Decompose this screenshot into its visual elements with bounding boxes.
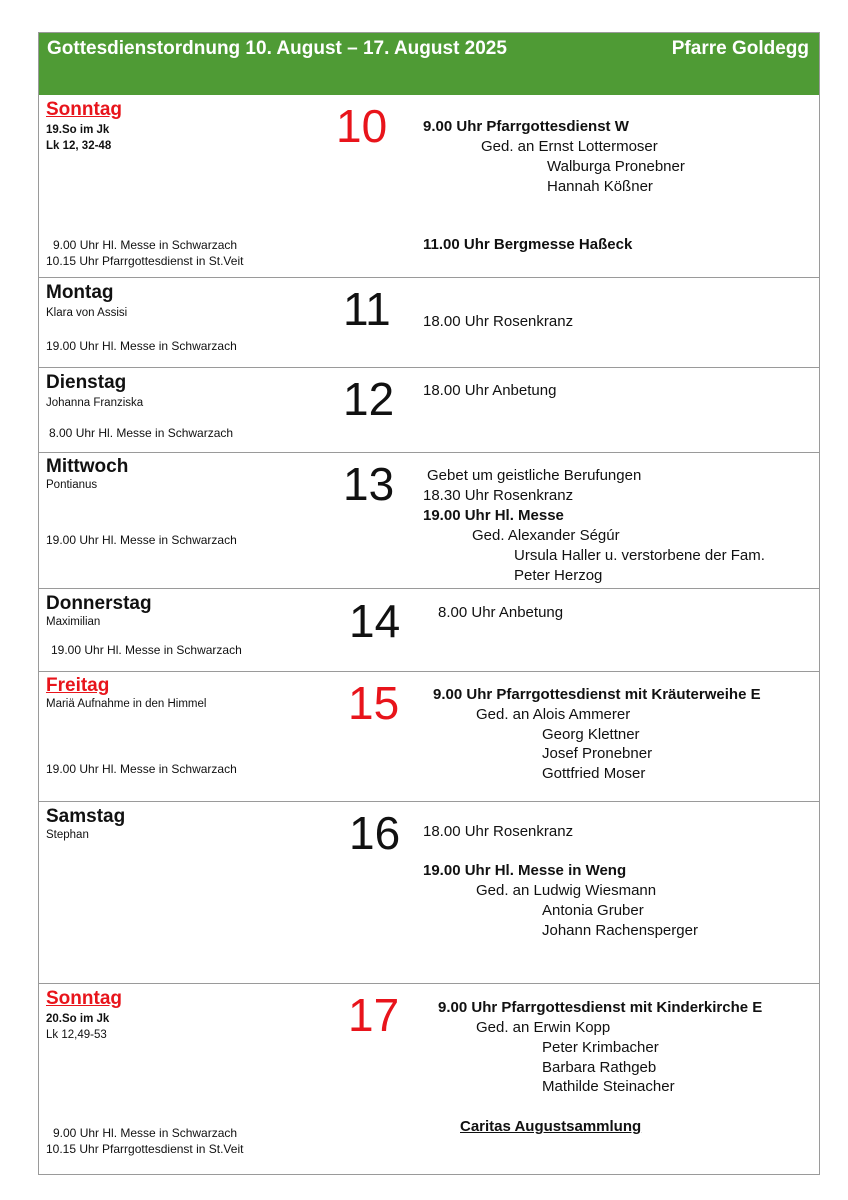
service-line: Ged. Alexander Ségúr	[472, 527, 620, 544]
day-row-sunday-17	[39, 984, 819, 1174]
service-line: 9.00 Uhr Pfarrgottesdienst W	[423, 118, 629, 135]
service-line: 19.00 Uhr Hl. Messe	[423, 507, 564, 524]
collection-notice: Caritas Augustsammlung	[460, 1118, 642, 1135]
service-line: Ged. an Erwin Kopp	[476, 1019, 611, 1036]
saint-of-day: Klara von Assisi	[46, 307, 128, 319]
day-name: Samstag	[46, 806, 126, 827]
day-number: 14	[349, 595, 401, 647]
service-line: Ged. an Alois Ammerer	[476, 706, 631, 723]
header-banner	[39, 33, 819, 95]
service-line: Josef Pronebner	[542, 745, 653, 762]
day-name: Mittwoch	[46, 456, 129, 477]
side-note: 10.15 Uhr Pfarrgottesdienst in St.Veit	[46, 1142, 244, 1156]
day-number: 17	[348, 989, 400, 1041]
saint-of-day: Pontianus	[46, 479, 98, 491]
service-line: 18.00 Uhr Rosenkranz	[423, 313, 574, 330]
service-line: Gebet um geistliche Berufungen	[427, 467, 642, 484]
day-number: 12	[343, 373, 395, 425]
service-line: 18.30 Uhr Rosenkranz	[423, 487, 574, 504]
day-name: Sonntag	[46, 988, 122, 1009]
side-note: 9.00 Uhr Hl. Messe in Schwarzach	[53, 238, 238, 252]
schedule-sheet	[38, 32, 820, 1175]
service-line: Ursula Haller u. verstorbene der Fam.	[514, 547, 765, 564]
day-number: 10	[336, 100, 388, 152]
saint-of-day: Johanna Franziska	[46, 397, 144, 409]
gospel-reading: Lk 12, 32-48	[46, 140, 112, 152]
schedule-title: Gottesdienstordnung 10. August – 17. August 2025	[47, 38, 507, 59]
service-line: Walburga Pronebner	[547, 158, 685, 175]
service-line: 11.00 Uhr Bergmesse Haßeck	[423, 236, 633, 253]
service-line: Ged. an Ludwig Wiesmann	[476, 882, 657, 899]
side-note: 19.00 Uhr Hl. Messe in Schwarzach	[46, 533, 237, 547]
service-line: 18.00 Uhr Anbetung	[423, 382, 557, 399]
saint-of-day: Stephan	[46, 829, 89, 841]
side-note: 8.00 Uhr Hl. Messe in Schwarzach	[49, 426, 234, 440]
service-line: 19.00 Uhr Hl. Messe in Weng	[423, 862, 627, 879]
liturgical-week: 19.So im Jk	[46, 124, 110, 136]
day-name: Donnerstag	[46, 593, 152, 614]
service-line: 9.00 Uhr Pfarrgottesdienst mit Kinderkirche E	[438, 999, 763, 1016]
gospel-reading: Lk 12,49-53	[46, 1029, 107, 1041]
day-row-friday-15	[39, 672, 819, 802]
service-line: Georg Klettner	[542, 726, 640, 743]
service-line: Antonia Gruber	[542, 902, 644, 919]
service-line: Peter Krimbacher	[542, 1039, 659, 1056]
service-line: Ged. an Ernst Lottermoser	[481, 138, 658, 155]
day-number: 16	[349, 807, 401, 859]
saint-of-day: Maximilian	[46, 616, 101, 628]
day-row-thursday-14	[39, 589, 819, 672]
day-name: Montag	[46, 282, 114, 303]
day-row-saturday-16	[39, 802, 819, 984]
liturgical-week: 20.So im Jk	[46, 1013, 110, 1025]
day-number: 13	[343, 458, 395, 510]
day-number: 11	[343, 283, 391, 335]
side-note: 19.00 Uhr Hl. Messe in Schwarzach	[46, 339, 237, 353]
side-note: 9.00 Uhr Hl. Messe in Schwarzach	[53, 1126, 238, 1140]
service-line: 8.00 Uhr Anbetung	[438, 604, 564, 621]
service-line: Johann Rachensperger	[542, 922, 698, 939]
parish-name: Pfarre Goldegg	[671, 38, 809, 59]
side-note: 19.00 Uhr Hl. Messe in Schwarzach	[51, 643, 242, 657]
service-line: Mathilde Steinacher	[542, 1078, 675, 1095]
side-note: 10.15 Uhr Pfarrgottesdienst in St.Veit	[46, 254, 244, 268]
day-name: Freitag	[46, 675, 110, 696]
service-line: Hannah Kößner	[547, 178, 653, 195]
day-row-wednesday-13	[39, 453, 819, 589]
day-row-monday-11	[39, 278, 819, 368]
day-number: 15	[348, 677, 400, 729]
service-line: 9.00 Uhr Pfarrgottesdienst mit Kräuterweihe E	[433, 686, 761, 703]
service-line: Gottfried Moser	[542, 765, 646, 782]
service-line: 18.00 Uhr Rosenkranz	[423, 823, 574, 840]
day-row-sunday-10	[39, 95, 819, 278]
service-line: Peter Herzog	[514, 567, 603, 584]
day-row-tuesday-12	[39, 368, 819, 453]
feast-of-day: Mariä Aufnahme in den Himmel	[46, 698, 207, 710]
day-name: Dienstag	[46, 372, 127, 393]
service-line: Barbara Rathgeb	[542, 1059, 657, 1076]
side-note: 19.00 Uhr Hl. Messe in Schwarzach	[46, 762, 237, 776]
day-name: Sonntag	[46, 99, 122, 120]
